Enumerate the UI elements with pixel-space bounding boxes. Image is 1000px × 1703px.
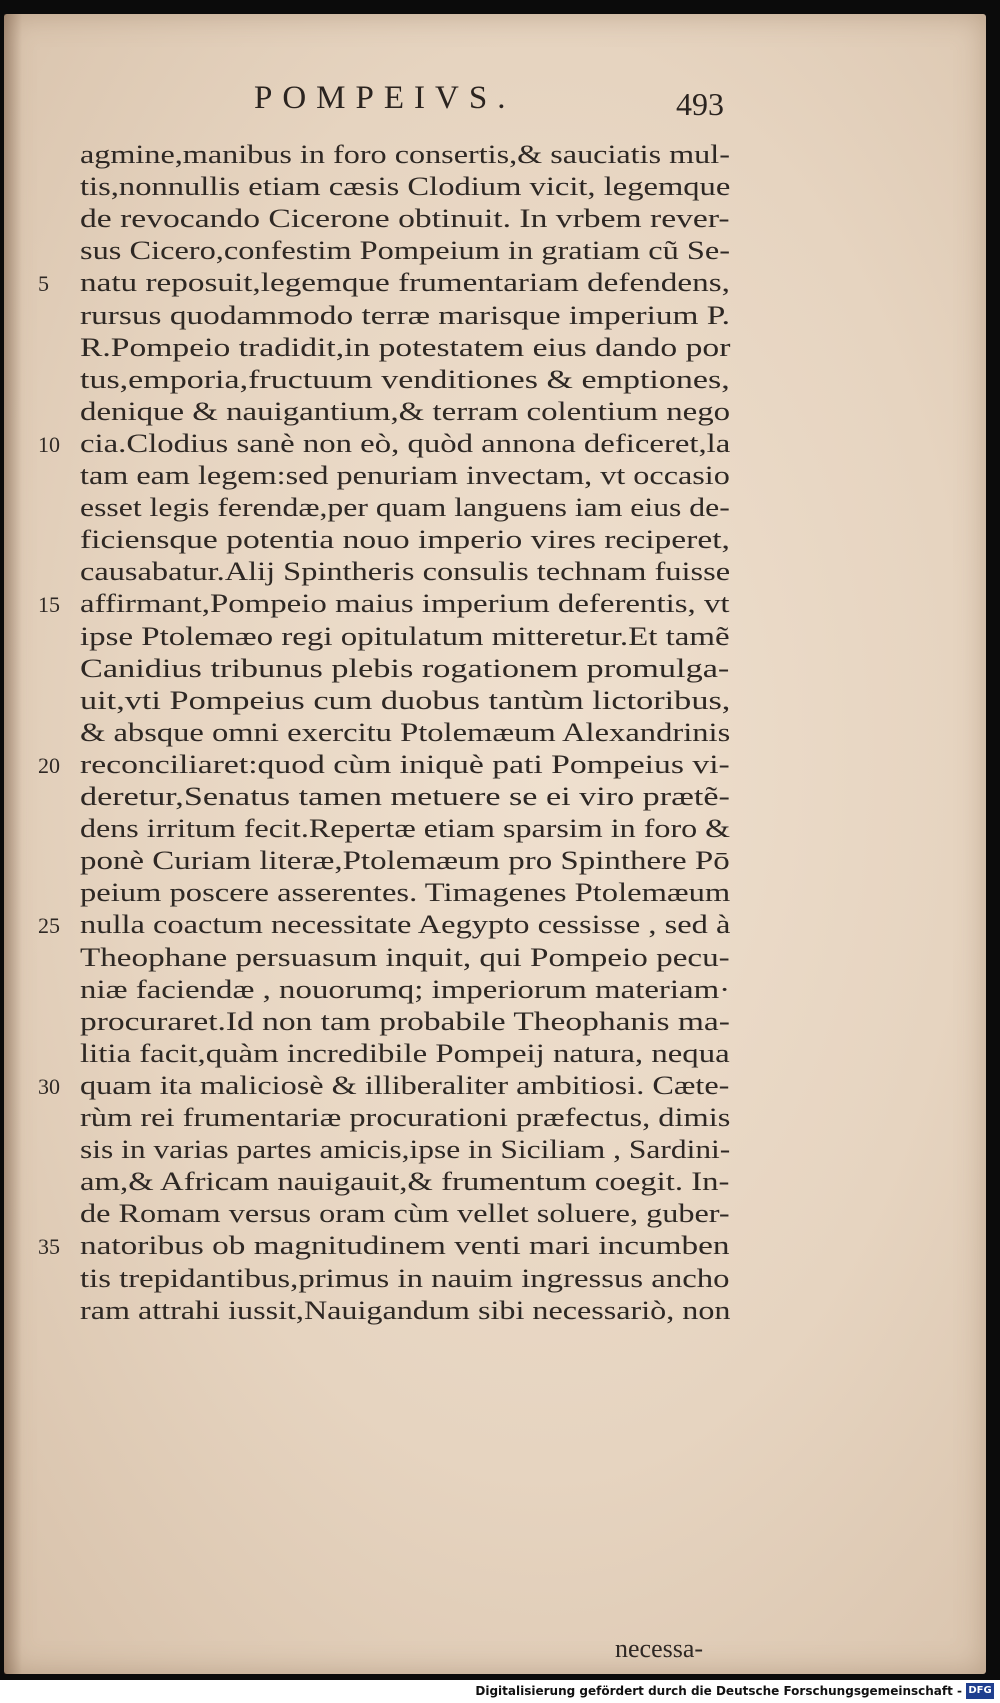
text-line: rùm rei frumentariæ procurationi præfectus, dimis [80, 1103, 731, 1132]
text-line: niæ faciendæ , nouorumq; imperiorum materiam· [80, 974, 731, 1004]
footer-bar [0, 1680, 1000, 1703]
text-line: reconciliaret:quod cùm iniquè pati Pompeius vi- [80, 749, 730, 779]
text-line: quam ita maliciosè & illiberaliter ambitiosi. Cæte- [80, 1070, 730, 1100]
text-line: natu reposuit,legemque frumentariam defendens, [80, 268, 730, 298]
text-line: uit,vti Pompeius cum duobus tantùm lictoribus, [80, 685, 731, 715]
dfg-logo: DFG [966, 1683, 994, 1699]
text-line: nulla coactum necessitate Aegypto cessisse , sed à [80, 910, 731, 940]
text-line: de Romam versus oram cùm vellet soluere, guber- [80, 1199, 730, 1229]
text-line: R.Pompeio tradidit,in potestatem eius dando por [80, 332, 731, 362]
text-line: tam eam legem:sed penuriam invectam, vt occasio [80, 461, 730, 490]
text-line: dens irritum fecit.Repertæ etiam sparsim in foro & [80, 814, 731, 844]
text-line: procuraret.Id non tam probabile Theophanis ma- [80, 1006, 730, 1036]
text-line: natoribus ob magnitudinem venti mari incumben [80, 1231, 730, 1261]
margin-line-number: 20 [38, 752, 60, 778]
text-line: Canidius tribunus plebis rogationem promulga- [80, 653, 730, 683]
text-line: tis,nonnullis etiam cæsis Clodium vicit, legemque [80, 172, 731, 202]
text-line: ponè Curiam literæ,Ptolemæum pro Spinthere Pō [80, 846, 730, 876]
text-line: sis in varias partes amicis,ipse in Siciliam , Sardini- [80, 1135, 731, 1165]
catchword: necessa- [615, 1634, 704, 1663]
text-line: affirmant,Pompeio maius imperium deferentis, vt [80, 589, 730, 619]
page-number: 493 [676, 86, 724, 122]
margin-line-number: 35 [38, 1234, 60, 1260]
text-line: deretur,Senatus tamen metuere se ei viro prætẽ- [80, 782, 730, 811]
text-line: ipse Ptolemæo regi opitulatum mitteretur.Et tamẽ [80, 621, 730, 651]
text-line: ram attrahi iussit,Nauigandum sibi necessariò, non [80, 1295, 731, 1325]
text-line: tus,emporia,fructuum venditiones & emptiones, [80, 364, 730, 394]
text-line: & absque omni exercitu Ptolemæum Alexandrinis [80, 717, 731, 747]
margin-line-number: 25 [38, 913, 60, 939]
text-line: rursus quodammodo terræ marisque imperium P. [80, 300, 730, 330]
text-line: sus Cicero,confestim Pompeium in gratiam cũ Se- [80, 236, 731, 266]
footer-credit: Digitalisierung gefördert durch die Deutsche Forschungsgemeinschaft - [475, 1684, 962, 1698]
text-line: agmine,manibus in foro consertis,& sauciatis mul- [80, 140, 730, 169]
margin-line-number: 15 [38, 592, 60, 618]
book-page [4, 14, 986, 1674]
text-line: denique & nauigantium,& terram colentium nego [80, 396, 731, 426]
text-line: Theophane persuasum inquit, qui Pompeio pecu- [80, 942, 730, 972]
text-line: esset legis ferendæ,per quam languens iam eius de- [80, 493, 730, 523]
text-line: causabatur.Alij Spintheris consulis technam fuisse [80, 557, 731, 587]
text-line: cia.Clodius sanè non eò, quòd annona deficeret,la [80, 428, 731, 458]
page-gutter-shadow [4, 14, 22, 1674]
text-line: litia facit,quàm incredibile Pompeij natura, nequa [80, 1038, 730, 1068]
text-line: de revocando Cicerone obtinuit. In vrbem rever- [80, 204, 730, 234]
text-line: peium poscere asserentes. Timagenes Ptolemæum [80, 878, 731, 908]
running-head: POMPEIVS. [254, 80, 516, 116]
margin-line-number: 10 [38, 431, 60, 457]
text-line: ficiensque potentia nouo imperio vires reciperet, [80, 525, 730, 555]
margin-line-number: 30 [38, 1073, 60, 1099]
text-line: tis trepidantibus,primus in nauim ingressus ancho [80, 1263, 730, 1293]
text-line: am,& Africam nauigauit,& frumentum coegit. In- [80, 1167, 730, 1197]
margin-line-number: 5 [38, 271, 49, 297]
